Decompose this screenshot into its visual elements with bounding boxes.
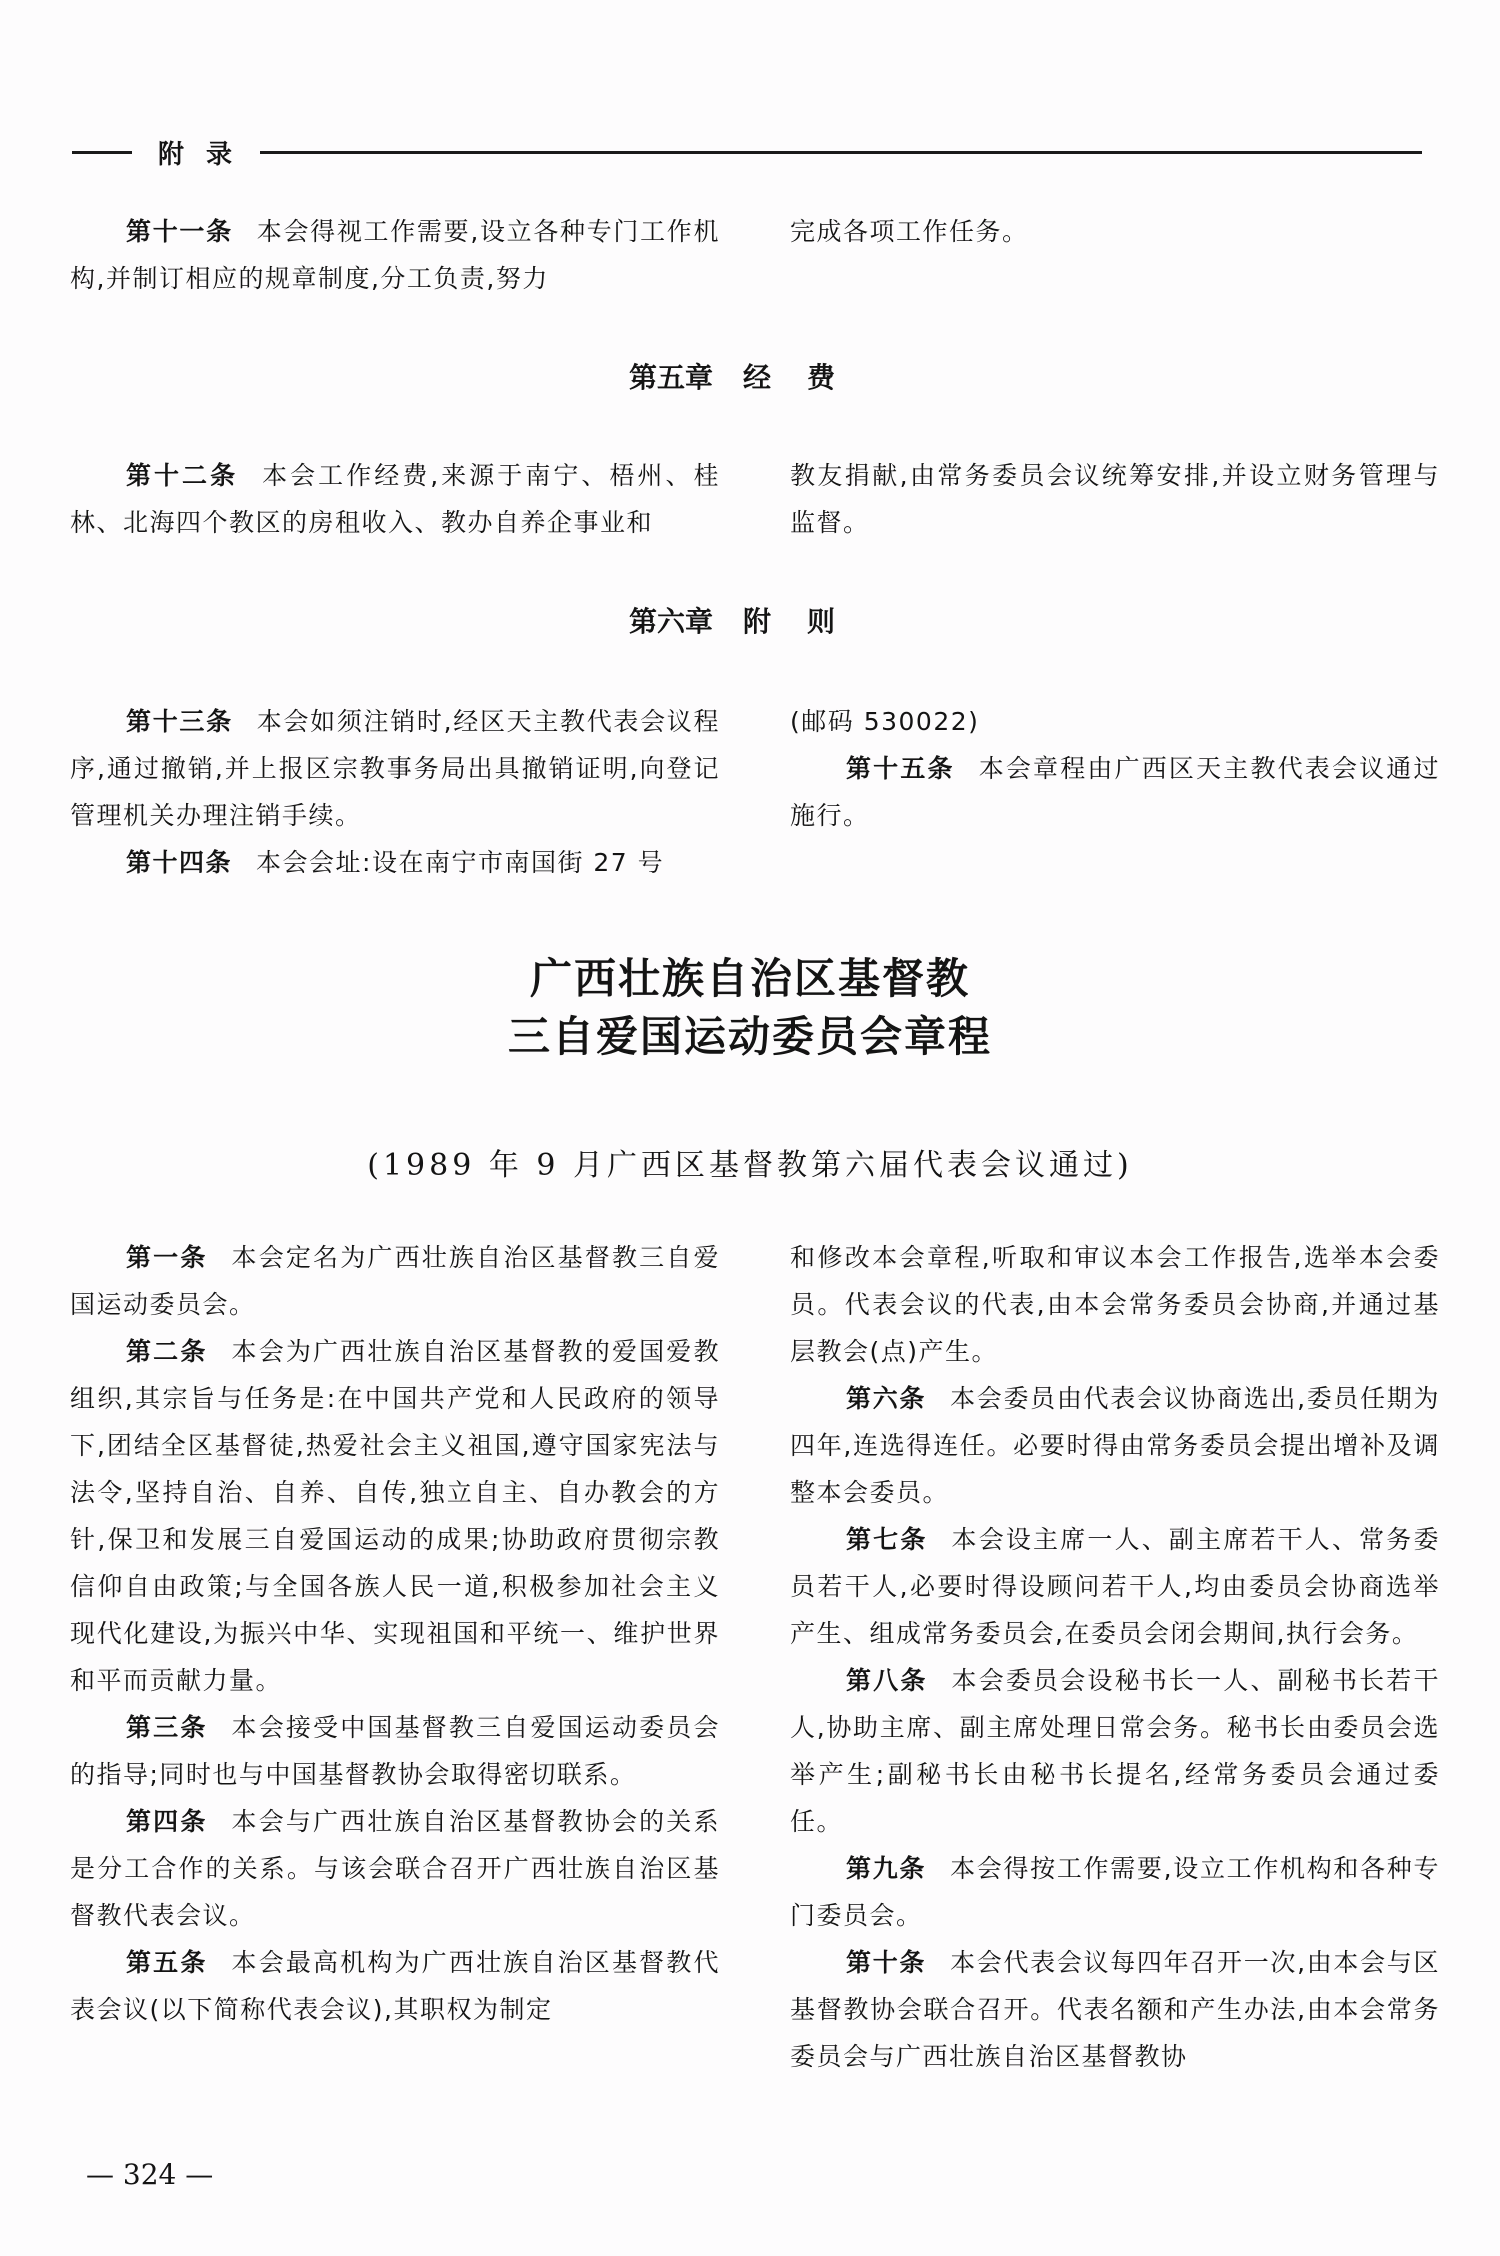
left-column (70, 698, 720, 886)
header-rule (260, 151, 1422, 154)
article-8 (790, 1657, 1440, 1845)
article-5 (70, 1939, 720, 2033)
article-text: 本会定名为广西壮族自治区基督教三自爱国运动委员会。 (70, 1243, 720, 1319)
article-11-continued: 完成各项工作任务。 (790, 217, 1029, 246)
left-column (70, 452, 720, 546)
article-1 (70, 1234, 720, 1328)
article-text: 本会委员会设秘书长一人、副秘书长若干人,协助主席、副主席处理日常会务。秘书长由委员会选举产生;副秘书长由秘书长提名,经常务委员会通过委任。 (790, 1666, 1440, 1836)
article-text: 本会如须注销时,经区天主教代表会议程序,通过撤销,并上报区宗教事务局出具撤销证明,向登记管理机关办理注销手续。 (70, 707, 720, 830)
article-label: 第九条 (846, 1854, 927, 1883)
article-text: 本会接受中国基督教三自爱国运动委员会的指导;同时也与中国基督教协会取得密切联系。 (70, 1713, 720, 1789)
chapter-name: 附则 (743, 605, 872, 638)
article-label: 第三条 (126, 1713, 208, 1742)
article-6 (790, 1375, 1440, 1516)
article-label: 第六条 (846, 1384, 927, 1413)
chapter-name: 经费 (743, 361, 872, 394)
article-3 (70, 1704, 720, 1798)
article-text: 本会得视工作需要,设立各种专门工作机构,并制订相应的规章制度,分工负责,努力 (70, 217, 720, 293)
article-label: 第十三条 (126, 707, 233, 736)
article-label: 第四条 (126, 1807, 208, 1836)
article-label: 第十四条 (126, 848, 233, 877)
article-label: 第五条 (126, 1948, 208, 1977)
article-label: 第十二条 (126, 461, 239, 490)
article-14 (70, 839, 720, 886)
article-9 (790, 1845, 1440, 1939)
postal-code: (邮码 530022) (790, 707, 980, 736)
article-text: 本会设主席一人、副主席若干人、常务委员若干人,必要时得设顾问若干人,均由委员会协商选举产生、组成常务委员会,在委员会闭会期间,执行会务。 (790, 1525, 1440, 1648)
chapter-number: 第六章 (628, 605, 713, 638)
article-text: 本会为广西壮族自治区基督教的爱国爱教组织,其宗旨与任务是:在中国共产党和人民政府的领导下,团结全区基督徒,热爱社会主义祖国,遵守国家宪法与法令,坚持自治、自养、自传,独立自主、自办教会的方针,保卫和发展三自爱国运动的成果;协助政府贯彻宗教信仰自由政策;与全国各族人民一道,积极参加社会主义现代化建设,为振兴中华、实现祖国和平统一、维护世界和平而贡献力量。 (70, 1337, 720, 1695)
article-label: 第十条 (846, 1948, 927, 1977)
article-15 (790, 745, 1440, 839)
article-label: 第八条 (846, 1666, 928, 1695)
article-13 (70, 698, 720, 839)
running-header (72, 132, 1422, 172)
article-label: 第十一条 (126, 217, 233, 246)
chapter-heading-6 (0, 600, 1500, 640)
title-line-2: 三自爱国运动委员会章程 (507, 1012, 992, 1061)
chapter-number: 第五章 (628, 361, 713, 394)
section-1-columns (70, 208, 1440, 302)
article-text: 本会会址:设在南宁市南国街 27 号 (256, 848, 665, 877)
article-text: 本会与广西壮族自治区基督教协会的关系是分工合作的关系。与该会联合召开广西壮族自治区基督教代表会议。 (70, 1807, 720, 1930)
header-dash-rule (72, 151, 132, 154)
document-subtitle: (1989 年 9 月广西区基督教第六届代表会议通过) (367, 1148, 1133, 1183)
right-column (790, 698, 1440, 886)
section-4-columns (70, 1234, 1440, 2080)
article-text: 本会工作经费,来源于南宁、梧州、桂林、北海四个教区的房租收入、教办自养企事业和 (70, 461, 720, 537)
article-5-continued: 和修改本会章程,听取和审议本会工作报告,选举本会委员。代表会议的代表,由本会常务委员会协商,并通过基层教会(点)产生。 (790, 1243, 1440, 1366)
section-header-title: 附录 (158, 139, 255, 170)
article-12-continued: 教友捐献,由常务委员会议统筹安排,并设立财务管理与监督。 (790, 461, 1440, 537)
article-label: 第一条 (126, 1243, 208, 1272)
right-column (790, 208, 1440, 302)
article-2 (70, 1328, 720, 1704)
article-text: 本会得按工作需要,设立工作机构和各种专门委员会。 (790, 1854, 1440, 1930)
article-12 (70, 452, 720, 546)
article-label: 第十五条 (846, 754, 955, 783)
article-7 (790, 1516, 1440, 1657)
title-line-1: 广西壮族自治区基督教 (529, 954, 970, 1003)
article-4 (70, 1798, 720, 1939)
left-column (70, 208, 720, 302)
right-column (790, 452, 1440, 546)
article-text: 本会代表会议每四年召开一次,由本会与区基督教协会联合召开。代表名额和产生办法,由本会常务委员会与广西壮族自治区基督教协 (790, 1948, 1440, 2071)
article-text: 本会最高机构为广西壮族自治区基督教代表会议(以下简称代表会议),其职权为制定 (70, 1948, 720, 2024)
article-text: 本会章程由广西区天主教代表会议通过施行。 (790, 754, 1440, 830)
left-column (70, 1234, 720, 2080)
right-column (790, 1234, 1440, 2080)
article-label: 第七条 (846, 1525, 928, 1554)
document-title (0, 950, 1500, 1066)
section-3-columns (70, 698, 1440, 886)
article-11 (70, 208, 720, 302)
section-2-columns (70, 452, 1440, 546)
chapter-heading-5 (0, 356, 1500, 396)
article-label: 第二条 (126, 1337, 208, 1366)
article-text: 本会委员由代表会议协商选出,委员任期为四年,连选得连任。必要时得由常务委员会提出增补及调整本会委员。 (790, 1384, 1440, 1507)
page-number: — 324 — (86, 2158, 214, 2191)
article-10 (790, 1939, 1440, 2080)
